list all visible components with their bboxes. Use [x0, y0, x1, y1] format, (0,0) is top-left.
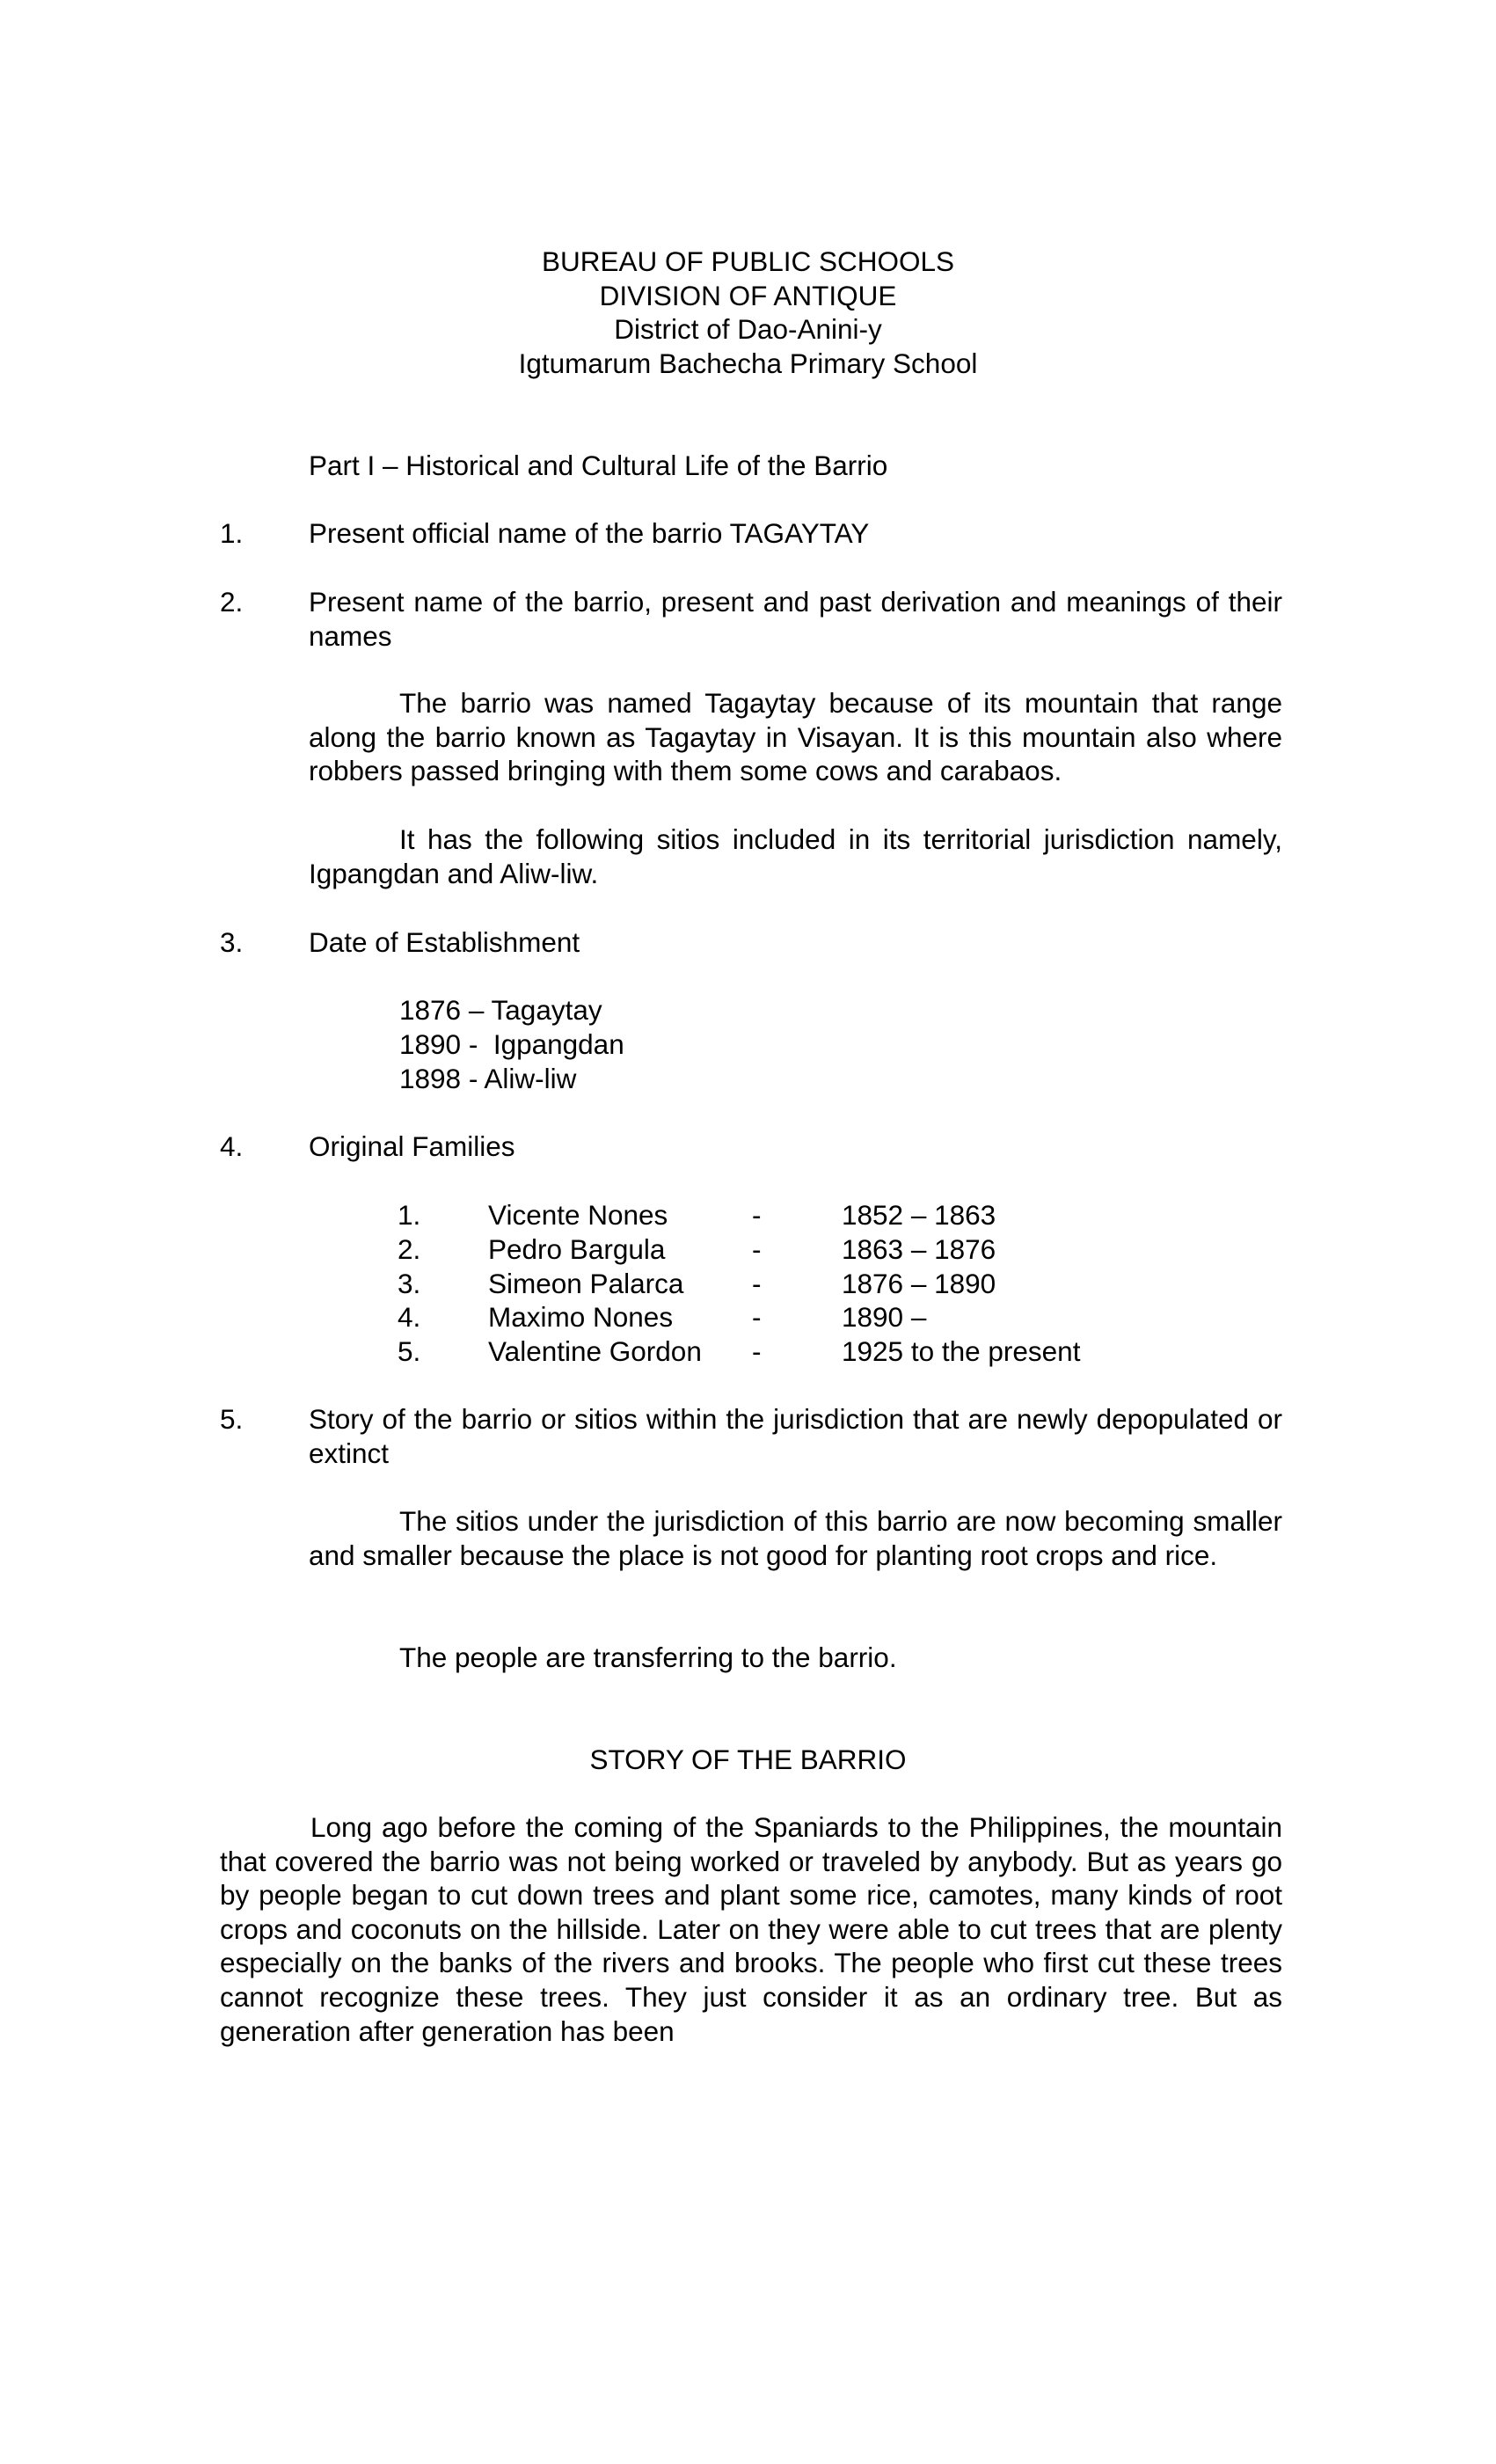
- header-district: District of Dao-Anini-y: [614, 313, 882, 346]
- item-5-number: 5.: [220, 1403, 244, 1435]
- item-3-number: 3.: [220, 926, 244, 958]
- family-name: Pedro Bargula: [488, 1233, 666, 1265]
- header-bureau: BUREAU OF PUBLIC SCHOOLS: [541, 245, 955, 277]
- item-4-number: 4.: [220, 1130, 244, 1162]
- item-2-heading: Present name of the barrio, present and past derivation and meanings of their names: [309, 586, 1282, 652]
- family-row: [0, 1198, 1496, 1232]
- family-dash: -: [752, 1335, 762, 1367]
- item-5-paragraph-2: The people are transferring to the barrio.: [399, 1641, 897, 1673]
- family-dash: -: [752, 1233, 762, 1265]
- family-index: 4.: [398, 1301, 421, 1333]
- family-index: 5.: [398, 1335, 421, 1367]
- item-1-number: 1.: [220, 517, 244, 549]
- family-years: 1863 – 1876: [842, 1233, 996, 1265]
- item-2-paragraph-2: It has the following sitios included in its territorial jurisdiction namely, Igpangdan and Aliw-liw.: [309, 823, 1282, 889]
- family-dash: -: [752, 1268, 762, 1299]
- family-row: [0, 1334, 1496, 1369]
- family-name: Maximo Nones: [488, 1301, 674, 1333]
- item-5-paragraph-1: The sitios under the jurisdiction of this barrio are now becoming smaller and smaller because the place is not good for planting root crops and rice.: [309, 1505, 1282, 1571]
- story-paragraph: Long ago before the coming of the Spaniards to the Philippines, the mountain that covered the barrio was not being worked or traveled by anybody. But as years go by people began to cut down trees and plant some rice, camotes, many kinds of root crops and coconuts on the hillside. Later on they were able to cut trees that are plenty especially on the banks of the rivers and brooks. The people who first cut these trees cannot recognize these trees. They just consider it as an ordinary tree. But as generation after generation has been: [220, 1811, 1282, 2047]
- header-division: DIVISION OF ANTIQUE: [599, 279, 897, 311]
- family-years: 1890 –: [842, 1301, 927, 1333]
- family-years: 1876 – 1890: [842, 1268, 996, 1299]
- header-school: Igtumarum Bachecha Primary School: [518, 347, 978, 379]
- family-name: Valentine Gordon: [488, 1335, 702, 1367]
- establishment-date-1: 1876 – Tagaytay: [399, 994, 602, 1026]
- document-header: [0, 245, 1496, 380]
- story-title: STORY OF THE BARRIO: [589, 1744, 907, 1775]
- item-5-heading: Story of the barrio or sitios within the jurisdiction that are newly depopulated or extinct: [309, 1403, 1282, 1469]
- establishment-date-2: 1890 - Igpangdan: [399, 1028, 624, 1060]
- item-2-paragraph-1: The barrio was named Tagaytay because of its mountain that range along the barrio known as Tagaytay in Visayan. It is this mountain also where robbers passed bringing with them some cows and carabaos.: [309, 687, 1282, 787]
- family-dash: -: [752, 1199, 762, 1231]
- family-index: 1.: [398, 1199, 421, 1231]
- part-title: Part I – Historical and Cultural Life of the Barrio: [309, 450, 888, 481]
- family-dash: -: [752, 1301, 762, 1333]
- family-name: Simeon Palarca: [488, 1268, 684, 1299]
- item-4-heading: Original Families: [309, 1130, 515, 1162]
- item-3-heading: Date of Establishment: [309, 926, 580, 958]
- item-1-text: Present official name of the barrio TAGAYTAY: [309, 517, 870, 549]
- establishment-date-3: 1898 - Aliw-liw: [399, 1063, 577, 1094]
- family-index: 3.: [398, 1268, 421, 1299]
- family-name: Vicente Nones: [488, 1199, 668, 1231]
- family-row: [0, 1267, 1496, 1301]
- family-years: 1852 – 1863: [842, 1199, 996, 1231]
- item-2-number: 2.: [220, 586, 244, 618]
- family-row: [0, 1232, 1496, 1267]
- family-years: 1925 to the present: [842, 1335, 1081, 1367]
- family-index: 2.: [398, 1233, 421, 1265]
- family-row: [0, 1300, 1496, 1334]
